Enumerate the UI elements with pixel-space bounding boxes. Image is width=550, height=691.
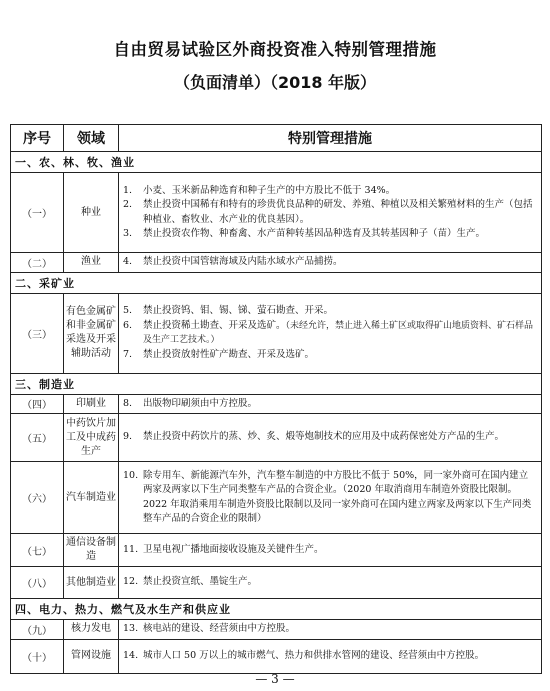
measure-text [143, 319, 535, 348]
section-title: 四、电力、热力、燃气及水生产和供应业 [11, 599, 542, 620]
table-row [11, 253, 542, 273]
row-field: 汽车制造业 [64, 462, 119, 534]
measure-number: 12. [123, 576, 139, 588]
measure-item [123, 622, 535, 637]
measure-item [123, 255, 535, 270]
measure-text [143, 469, 535, 527]
measure-number: 2. [123, 199, 133, 210]
measure-text [143, 255, 535, 270]
measure-number: 1. [123, 184, 133, 196]
row-measures [119, 253, 542, 273]
section-row [11, 373, 542, 394]
header-seq: 序号 [11, 125, 64, 152]
table-row [11, 567, 542, 599]
page-number: — 3 — [255, 672, 295, 686]
row-field: 印刷业 [64, 394, 119, 414]
measure-item [123, 304, 535, 319]
measure-number: 8. [123, 397, 133, 409]
measure-text [143, 198, 535, 227]
measure-item [123, 184, 535, 199]
measure-number: 5. [123, 305, 133, 316]
measure-item [123, 348, 535, 363]
measure-item [123, 319, 535, 348]
measure-text [143, 348, 535, 363]
page-subtitle: （负面清单）（2018 年版） [173, 73, 377, 92]
row-measures [119, 394, 542, 414]
row-measures [119, 567, 542, 599]
measure-text-main: 卫星电视广播地面接收设施及关键件生产。 [143, 543, 324, 555]
row-seq: （三） [11, 293, 64, 373]
negative-list-table [10, 124, 542, 674]
measure-text [143, 543, 535, 558]
measure-number: 9. [123, 431, 133, 443]
row-seq: （二） [11, 253, 64, 273]
measure-item [123, 430, 535, 445]
measure-text-main: 除专用车、新能源汽车外，汽车整车制造的中方股比不低于 50%，同一家外商可在国内建立两家及两家以下生产同类整车产品的合资企业。（2020 年取消商用车制造外资股比限制。2022 年取消乘用车制造外资股比限制以及同一家外商可在国内建立两家及两家以下生产同类整车产品的合资企业的限制） [143, 469, 532, 524]
measure-text [143, 575, 535, 590]
table-row [11, 173, 542, 253]
row-seq: （四） [11, 394, 64, 414]
row-seq: （八） [11, 567, 64, 599]
section-row [11, 599, 542, 620]
row-seq: （一） [11, 173, 64, 253]
measure-number: 6. [123, 319, 133, 331]
measure-item [123, 227, 535, 242]
measure-item [123, 469, 535, 527]
row-measures [119, 414, 542, 462]
row-measures [119, 534, 542, 567]
measure-number: 11. [123, 543, 139, 555]
measure-remark: （未经允许，禁止进入稀土矿区或取得矿山地质资料、矿石样品及生产工艺技术。） [143, 320, 534, 345]
section-title: 一、农、林、牧、渔业 [11, 152, 542, 173]
row-measures [119, 293, 542, 373]
measure-item [123, 649, 535, 664]
measure-number: 13. [123, 623, 139, 634]
row-field: 管网设施 [64, 639, 119, 673]
measure-text-main: 禁止投资农作物、种畜禽、水产苗种转基因品种选育及其转基因种子（苗）生产。 [143, 228, 486, 239]
section-title: 二、采矿业 [11, 272, 542, 293]
measure-number: 10. [123, 469, 139, 481]
table-row [11, 639, 542, 673]
measure-number: 14. [123, 649, 139, 661]
measure-text [143, 430, 535, 445]
table-row [11, 293, 542, 373]
table-row [11, 414, 542, 462]
section-row [11, 272, 542, 293]
row-field: 有色金属矿和非金属矿采选及开采辅助活动 [64, 293, 119, 373]
row-seq: （六） [11, 462, 64, 534]
measure-item [123, 575, 535, 590]
section-title: 三、制造业 [11, 373, 542, 394]
measure-text [143, 649, 535, 664]
measure-text [143, 304, 535, 319]
measure-text [143, 227, 535, 242]
row-seq: （五） [11, 414, 64, 462]
row-field: 种业 [64, 173, 119, 253]
row-field: 通信设备制造 [64, 534, 119, 567]
measure-text-main: 城市人口 50 万以上的城市燃气、热力和供排水管网的建设、经营须由中方控股。 [143, 649, 485, 661]
measure-text-main: 核电站的建设、经营须由中方控股。 [143, 623, 296, 634]
row-measures [119, 639, 542, 673]
row-seq: （七） [11, 534, 64, 567]
measure-text-main: 小麦、玉米新品种选育和种子生产的中方股比不低于 34%。 [143, 184, 396, 196]
measure-number: 7. [123, 348, 133, 360]
measure-text [143, 397, 535, 412]
measure-text-main: 禁止投资中国稀有和特有的珍贵优良品种的研发、养殖、种植以及相关繁殖材料的生产（包括种植业、畜牧业、水产业的优良基因）。 [143, 199, 533, 225]
table-row [11, 394, 542, 414]
row-field: 其他制造业 [64, 567, 119, 599]
header-measures: 特别管理措施 [119, 125, 542, 152]
table-row [11, 462, 542, 534]
row-seq: （十） [11, 639, 64, 673]
measure-number: 4. [123, 256, 133, 267]
row-field: 渔业 [64, 253, 119, 273]
row-field: 核力发电 [64, 620, 119, 640]
measure-text [143, 622, 535, 637]
row-field: 中药饮片加工及中成药生产 [64, 414, 119, 462]
row-measures [119, 462, 542, 534]
row-measures [119, 620, 542, 640]
measure-text-main: 禁止投资钨、钼、锡、锑、萤石勘查、开采。 [143, 305, 334, 316]
table-row [11, 534, 542, 567]
measure-number: 3. [123, 228, 133, 239]
table-header-row [11, 125, 542, 152]
row-seq: （九） [11, 620, 64, 640]
row-measures [119, 173, 542, 253]
measure-text-main: 禁止投资中药饮片的蒸、炒、炙、煅等炮制技术的应用及中成药保密处方产品的生产。 [143, 431, 505, 443]
measure-item [123, 397, 535, 412]
header-field: 领域 [64, 125, 119, 152]
measure-text-main: 禁止投资中国管辖海域及内陆水域水产品捕捞。 [143, 256, 343, 267]
measure-item [123, 543, 535, 558]
measure-text-main: 禁止投资放射性矿产勘查、开采及选矿。 [143, 348, 315, 360]
table-row [11, 620, 542, 640]
page-title: 自由贸易试验区外商投资准入特别管理措施 [113, 40, 437, 59]
measure-text [143, 184, 535, 199]
section-row [11, 152, 542, 173]
measure-text-main: 禁止投资稀土勘查、开采及选矿。 [143, 319, 286, 331]
measure-text-main: 禁止投资宣纸、墨锭生产。 [143, 576, 258, 588]
measure-text-main: 出版物印刷须由中方控股。 [143, 397, 258, 409]
measure-item [123, 198, 535, 227]
